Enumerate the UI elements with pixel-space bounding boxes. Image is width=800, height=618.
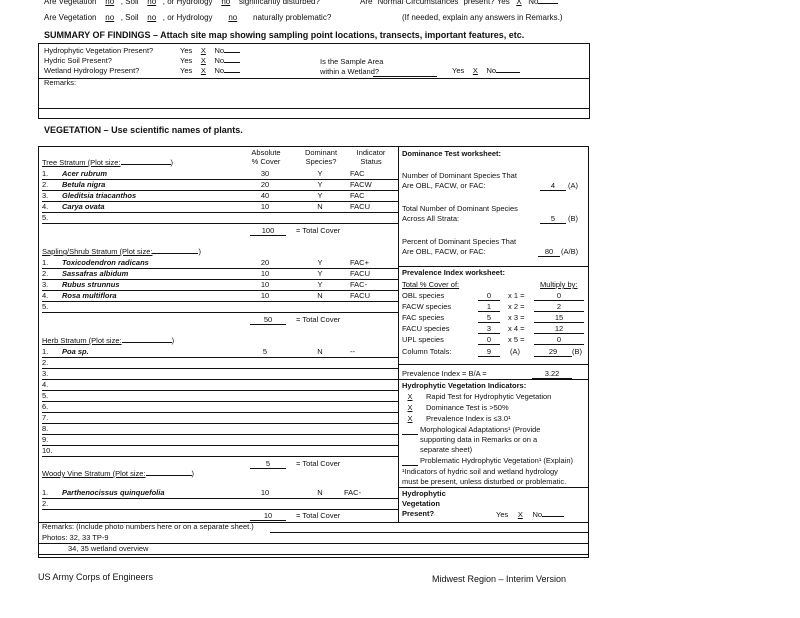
dominant-value: Y	[317, 191, 323, 200]
species-name: Rosa multiflora	[62, 291, 117, 300]
prev-row-cover: 3	[478, 324, 500, 334]
dominance-b-tag: (B)	[568, 214, 578, 223]
table-row: 8.	[42, 424, 49, 433]
prev-row-label: FACW species	[402, 302, 452, 311]
table-row: 1.	[42, 258, 49, 267]
dominance-test-text: Dominance Test is >50%	[426, 403, 509, 412]
indicator-value: FACU	[350, 202, 371, 211]
rapid-test-mark[interactable]: X	[407, 392, 413, 401]
cover-value: 10	[260, 291, 270, 300]
hv-present-yes-mark[interactable]: X	[200, 46, 206, 55]
indicator-value: FACU	[350, 291, 371, 300]
prevalence-col-multiply: Multiply by:	[540, 280, 578, 289]
indicator-value: FAC-	[344, 488, 362, 497]
prev-row-result: 15	[534, 313, 584, 323]
column-totals-a-tag: (A)	[510, 347, 520, 356]
total-cover-label: = Total Cover	[296, 226, 341, 235]
explain-note: (If needed, explain any answers in Remarks.)	[402, 13, 563, 22]
sample-area-question: Is the Sample Area within a Wetland?	[320, 57, 384, 76]
remarks-line-1: Photos: 32, 33 TP-9	[42, 533, 109, 542]
summary-title: SUMMARY OF FINDINGS – Attach site map showing sampling point locations, transects, important features, etc.	[44, 30, 525, 40]
prev-row-result: 0	[534, 291, 584, 301]
column-totals-label: Column Totals:	[402, 347, 452, 356]
cover-value: 20	[260, 180, 270, 189]
prevalence-index-value: 3.22	[532, 369, 572, 379]
prev-row-cover: 5	[478, 313, 500, 323]
total-cover-label: = Total Cover	[296, 511, 341, 520]
prev-row-mult: x 3 =	[508, 313, 525, 322]
hydrophytic-present-answer: Yes X No	[496, 510, 564, 519]
total-cover-label: = Total Cover	[296, 459, 341, 468]
hydrophytic-yes-mark[interactable]: X	[517, 510, 523, 519]
prev-row-mult: x 1 =	[508, 291, 525, 300]
dominant-species-header: Dominant Species?	[304, 148, 338, 166]
sample-area-yes-mark[interactable]: X	[472, 66, 478, 75]
soil-problematic-answer[interactable]: no	[147, 13, 157, 22]
prev-row-mult: x 4 =	[508, 324, 525, 333]
dominant-value: Y	[317, 269, 323, 278]
column-totals-b-tag: (B)	[572, 347, 582, 356]
dominance-c-label: Percent of Dominant Species That Are OBL, FACW, or FAC:	[402, 237, 517, 256]
species-name: Acer rubrum	[62, 169, 108, 178]
indicator-value: FAC+	[350, 258, 369, 267]
morphological-text: Morphological Adaptations¹ (Provide supporting data in Remarks or on a separate sheet)	[420, 425, 541, 454]
cover-value: 10	[260, 488, 270, 497]
species-name: Parthenocissus quinquefolia	[62, 488, 165, 497]
prevalence-index-text: Prevalence Index is ≤3.0¹	[426, 414, 511, 423]
indicator-value: FAC-	[350, 280, 368, 289]
dominance-test-mark[interactable]: X	[407, 403, 413, 412]
footer-right: Midwest Region – Interim Version	[432, 574, 567, 584]
table-row: 2.	[42, 180, 49, 189]
hydrology-problematic-answer[interactable]: no	[228, 13, 238, 22]
prevalence-index-label: Prevalence Index = B/A =	[402, 369, 487, 378]
remarks-line-2: 34, 35 wetland overview	[68, 544, 149, 553]
prev-row-label: FAC species	[402, 313, 445, 322]
species-name: Gleditsia triacanthos	[62, 191, 137, 200]
normal-circumstances: Are "Normal Circumstances" present? Yes X No	[360, 0, 558, 6]
table-row: 9.	[42, 435, 49, 444]
dominant-value: N	[317, 291, 323, 300]
dominant-value: Y	[317, 180, 323, 189]
prev-row-cover: 0	[478, 291, 500, 301]
table-row: 10.	[42, 446, 53, 455]
dominant-value: N	[317, 347, 323, 356]
dominance-title: Dominance Test worksheet:	[402, 149, 502, 158]
prev-row-mult: x 5 =	[508, 335, 525, 344]
cover-value: 10	[260, 202, 270, 211]
table-row: 2.	[42, 499, 49, 508]
indicator-value: FAC	[350, 191, 365, 200]
dominant-value: Y	[317, 169, 323, 178]
species-name: Rubus strunnus	[62, 280, 120, 289]
morphological-mark[interactable]	[402, 425, 418, 435]
dominance-b-label: Total Number of Dominant Species Across All Strata:	[402, 204, 518, 223]
sapling-stratum-header: Sapling/Shrub Stratum (Plot size: )	[42, 247, 201, 256]
cover-value: 5	[262, 347, 268, 356]
column-totals-a: 9	[478, 347, 500, 357]
cover-value: 40	[260, 191, 270, 200]
wetland-hydrology-row: Wetland Hydrology Present?	[44, 66, 140, 75]
table-row: 1.	[42, 488, 49, 497]
prev-row-cover: 1	[478, 302, 500, 312]
cover-value: 30	[260, 169, 270, 178]
vegetation-remarks-label: Remarks: (Include photo numbers here or on a separate sheet.)	[42, 522, 254, 531]
indicator-value: --	[350, 347, 355, 356]
tree-stratum-header: Tree Stratum (Plot size: )	[42, 158, 173, 167]
table-row: 4.	[42, 291, 49, 300]
table-row: 6.	[42, 402, 49, 411]
hydric-soil-row: Hydric Soil Present?	[44, 56, 112, 65]
vine-total-cover: 10	[250, 511, 286, 521]
table-row: 4.	[42, 202, 49, 211]
indicator-value: FAC	[350, 169, 365, 178]
cover-value: 20	[260, 258, 270, 267]
footer-left: US Army Corps of Engineers	[38, 572, 154, 582]
hydrology-disturbed-answer[interactable]: no	[221, 0, 231, 6]
hydric-soil-yes-mark[interactable]: X	[200, 56, 206, 65]
column-totals-b: 29	[534, 347, 572, 357]
herb-stratum-header: Herb Stratum (Plot size: )	[42, 336, 175, 345]
prevalence-col-cover: Total % Cover of:	[402, 280, 460, 289]
table-row: 2.	[42, 358, 49, 367]
prev-row-label: UPL species	[402, 335, 444, 344]
dominance-b-value: 5	[540, 214, 566, 224]
table-row: 2.	[42, 269, 49, 278]
prev-row-label: OBL species	[402, 291, 445, 300]
dominant-value: Y	[317, 280, 323, 289]
veg-disturbed-answer[interactable]: no	[105, 0, 115, 6]
table-row: 5.	[42, 213, 49, 222]
wetland-hydrology-yes-mark[interactable]: X	[200, 66, 206, 75]
dominant-value: Y	[317, 258, 323, 267]
veg-problematic-answer[interactable]: no	[105, 13, 115, 22]
hydrophytic-present-label: Hydrophytic Vegetation Present?	[402, 489, 446, 518]
normal-yes-mark[interactable]: X	[516, 0, 522, 6]
absolute-cover-header: Absolute % Cover	[251, 148, 281, 166]
summary-remarks-label: Remarks:	[44, 78, 77, 87]
soil-disturbed-answer[interactable]: no	[147, 0, 157, 6]
vegetation-title: VEGETATION – Use scientific names of plants.	[44, 125, 243, 135]
vine-stratum-header: Woody Vine Stratum (Plot size: )	[42, 469, 195, 478]
table-row: 3.	[42, 280, 49, 289]
hv-present-row: Hydrophytic Vegetation Present?	[44, 46, 154, 55]
prevalence-index-mark[interactable]: X	[407, 414, 413, 423]
prev-row-result: 0	[534, 335, 584, 345]
table-row: 1.	[42, 169, 49, 178]
species-name: Betula nigra	[62, 180, 106, 189]
tree-total-cover: 100	[250, 226, 286, 236]
problematic-mark[interactable]	[402, 456, 418, 466]
prevalence-title: Prevalence Index worksheet:	[402, 268, 505, 277]
cover-value: 10	[260, 269, 270, 278]
species-name: Sassafras albidum	[62, 269, 129, 278]
table-row: 1.	[42, 347, 49, 356]
cover-value: 10	[260, 280, 270, 289]
dominant-value: N	[317, 488, 323, 497]
header-line-2: Are Vegetation no , Soil no , or Hydrology no naturally problematic?	[44, 13, 332, 22]
indicator-status-header: Indicator Status	[356, 148, 386, 166]
table-row: 3.	[42, 191, 49, 200]
table-row: 5.	[42, 302, 49, 311]
indicator-value: FACU	[350, 269, 371, 278]
species-name: Carya ovata	[62, 202, 105, 211]
dominance-c-tag: (A/B)	[561, 247, 579, 256]
sapling-total-cover: 50	[250, 315, 286, 325]
rapid-test-text: Rapid Test for Hydrophytic Vegetation	[426, 392, 552, 401]
dominance-c-value: 80	[538, 247, 560, 257]
prev-row-result: 2	[534, 302, 584, 312]
dominance-a-tag: (A)	[568, 181, 578, 190]
hv-indicators-title: Hydrophytic Vegetation Indicators:	[402, 381, 527, 390]
prev-row-mult: x 2 =	[508, 302, 525, 311]
indicator-value: FACW	[350, 180, 372, 189]
dominance-a-value: 4	[540, 181, 566, 191]
prev-row-cover: 0	[478, 335, 500, 345]
species-name: Poa sp.	[62, 347, 89, 356]
herb-total-cover: 5	[250, 459, 286, 469]
species-name: Toxicodendron radicans	[62, 258, 149, 267]
table-row: 4.	[42, 380, 49, 389]
prev-row-result: 12	[534, 324, 584, 334]
header-line-1: Are Vegetation no , Soil no , or Hydrology no significantly disturbed?	[44, 0, 320, 6]
prev-row-label: FACU species	[402, 324, 450, 333]
table-row: 5.	[42, 391, 49, 400]
table-row: 3.	[42, 369, 49, 378]
problematic-text: Problematic Hydrophytic Vegetation¹ (Explain)	[420, 456, 573, 465]
total-cover-label: = Total Cover	[296, 315, 341, 324]
indicator-note: ¹Indicators of hydric soil and wetland hydrology must be present, unless disturbed or problematic.	[402, 467, 567, 486]
table-row: 7.	[42, 413, 49, 422]
dominant-value: N	[317, 202, 323, 211]
dominance-a-label: Number of Dominant Species That Are OBL, FACW, or FAC:	[402, 171, 517, 190]
